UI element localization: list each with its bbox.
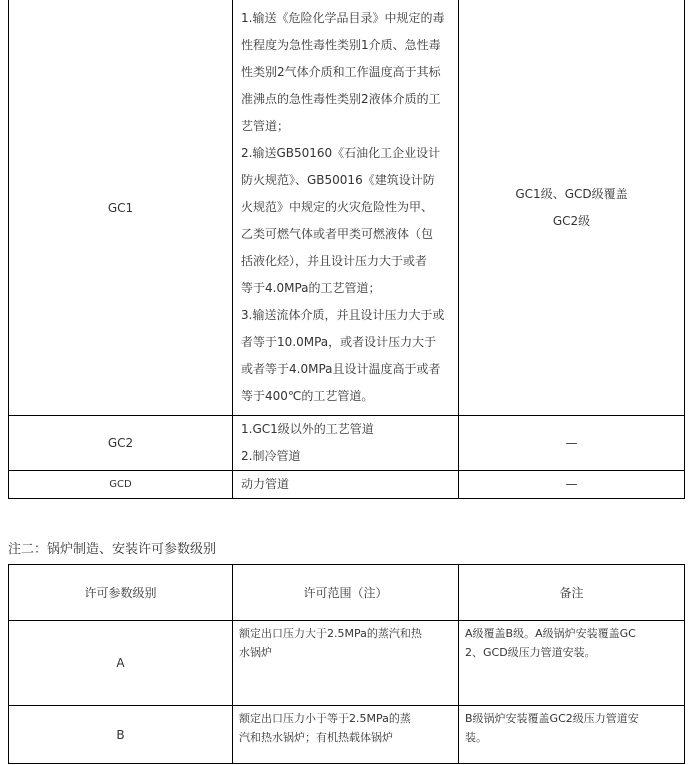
remark-cell bbox=[459, 471, 685, 499]
remark-line: — bbox=[565, 477, 578, 491]
level-label: GC1 bbox=[107, 200, 134, 215]
table-row bbox=[9, 621, 685, 706]
remark-line: A级覆盖B级。A级锅炉安装覆盖GC bbox=[465, 627, 636, 640]
scope-line: 3.输送流体介质，并且设计压力大于或 bbox=[241, 308, 445, 322]
boiler-license-level-table bbox=[8, 564, 685, 764]
scope-line: 动力管道 bbox=[241, 477, 290, 491]
scope-cell bbox=[233, 706, 459, 764]
level-label: GCD bbox=[109, 479, 132, 490]
scope-line: 括液化烃），并且设计压力大于或者 bbox=[241, 254, 428, 268]
remark-line: B级锅炉安装覆盖GC2级压力管道安 bbox=[465, 712, 639, 725]
header-cell: 许可参数级别 bbox=[9, 565, 233, 621]
scope-line: 乙类可燃气体或者甲类可燃液体（包 bbox=[241, 227, 434, 241]
scope-line: 准沸点的急性毒性类别2液体介质的工 bbox=[241, 92, 441, 106]
level-label: B bbox=[116, 727, 125, 742]
scope-line: 等于400℃的工艺管道。 bbox=[241, 389, 374, 403]
scope-line: 性程度为急性毒性类别1介质、急性毒 bbox=[241, 38, 441, 52]
scope-cell bbox=[233, 471, 459, 499]
remark-line: — bbox=[565, 435, 578, 450]
scope-line: 汽和热水锅炉；有机热载体锅炉 bbox=[239, 731, 393, 744]
scope-cell bbox=[233, 621, 459, 706]
level-label: A bbox=[116, 656, 125, 670]
scope-line: 额定出口压力大于2.5MPa的蒸汽和热 bbox=[239, 627, 422, 640]
scope-line: 或者等于4.0MPa且设计温度高于或者 bbox=[241, 362, 441, 376]
table-row bbox=[9, 471, 685, 499]
level-cell bbox=[9, 621, 233, 706]
header-cell: 备注 bbox=[459, 565, 685, 621]
scope-line: 水锅炉 bbox=[239, 646, 272, 659]
remark-line: 装。 bbox=[465, 731, 487, 744]
scope-line: 1.输送《危险化学品目录》中规定的毒 bbox=[241, 11, 445, 25]
scope-line: 额定出口压力小于等于2.5MPa的蒸 bbox=[239, 712, 411, 725]
table-row bbox=[9, 706, 685, 764]
remark-cell bbox=[459, 621, 685, 706]
table-header-row bbox=[9, 565, 685, 621]
scope-line: 性类别2气体介质和工作温度高于其标 bbox=[241, 65, 441, 79]
remark-line: 2、GCD级压力管道安装。 bbox=[465, 646, 596, 659]
remark-cell bbox=[459, 706, 685, 764]
scope-line: 者等于10.0MPa，或者设计压力大于 bbox=[241, 335, 437, 349]
scope-line: 1.GC1级以外的工艺管道 bbox=[241, 422, 374, 436]
header-cell: 许可范围（注） bbox=[233, 565, 459, 621]
scope-cell bbox=[233, 0, 459, 416]
remark-cell bbox=[459, 0, 685, 416]
remark-line: GC2级 bbox=[552, 213, 591, 228]
scope-line: 防火规范》、GB50016《建筑设计防 bbox=[241, 173, 435, 187]
level-cell bbox=[9, 471, 233, 499]
note-two-heading: 注二：锅炉制造、安装许可参数级别 bbox=[8, 542, 217, 557]
level-cell bbox=[9, 706, 233, 764]
scope-line: 艺管道； bbox=[241, 119, 290, 133]
scope-line: 2.制冷管道 bbox=[241, 449, 301, 463]
table-row bbox=[9, 0, 685, 416]
pressure-pipe-level-table bbox=[8, 0, 685, 499]
remark-line: GC1级、GCD级覆盖 bbox=[515, 186, 628, 201]
level-label: GC2 bbox=[107, 436, 134, 450]
table-row bbox=[9, 416, 685, 471]
scope-cell bbox=[233, 416, 459, 471]
level-cell bbox=[9, 416, 233, 471]
scope-line: 火规范》中规定的火灾危险性为甲、 bbox=[241, 200, 434, 214]
scope-line: 2.输送GB50160《石油化工企业设计 bbox=[241, 146, 441, 160]
scope-line: 等于4.0MPa的工艺管道； bbox=[241, 281, 381, 295]
remark-cell bbox=[459, 416, 685, 471]
level-cell bbox=[9, 0, 233, 416]
